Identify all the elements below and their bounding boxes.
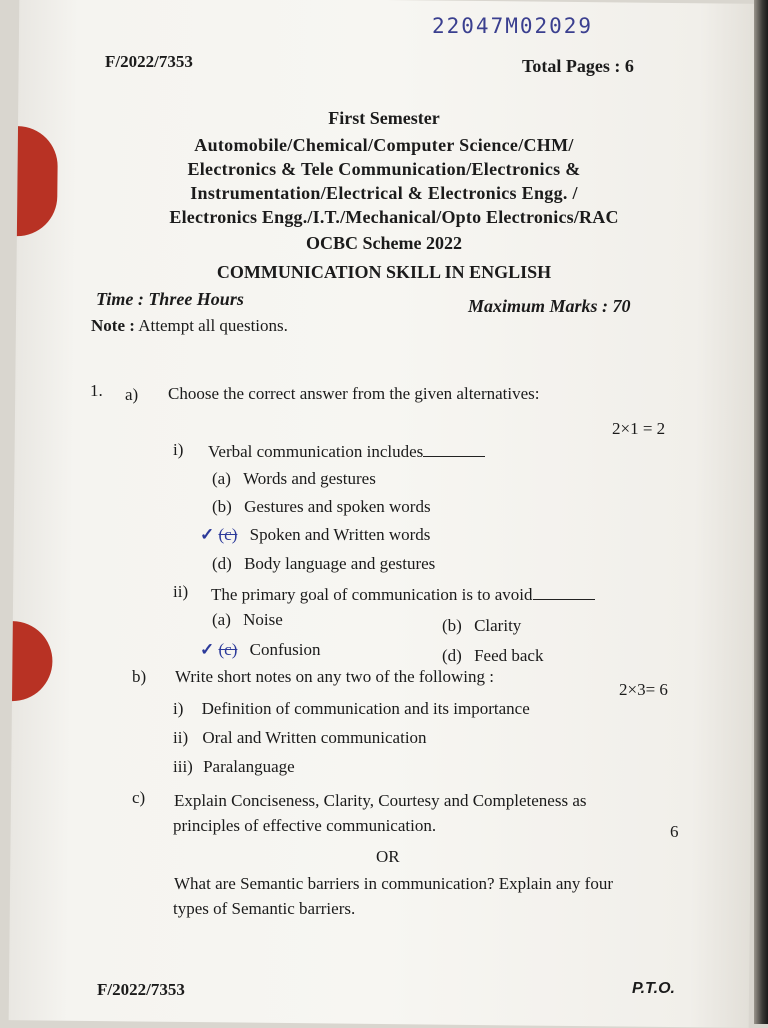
page-turn-over: P.T.O. <box>632 980 675 997</box>
paper-code-top: F/2022/7353 <box>105 52 193 71</box>
option-label: (b) <box>212 497 232 516</box>
part-c-marks: 6 <box>670 822 679 841</box>
subq-ii-text: The primary goal of communication is to avoid <box>211 585 533 604</box>
exam-time: Time : Three Hours <box>96 289 244 309</box>
or-separator: OR <box>376 847 400 866</box>
note-label: Note : <box>91 316 135 335</box>
option-ii-d <box>442 646 543 666</box>
part-b-text: Write short notes on any two of the following : <box>175 667 494 686</box>
branches-line-2: Electronics & Tele Communication/Electronics & <box>187 159 581 179</box>
scheme-title: OCBC Scheme 2022 <box>306 233 462 253</box>
handwritten-roll-number: 22047M02029 <box>432 14 594 38</box>
option-ii-c <box>200 640 320 660</box>
subq-ii-label: ii) <box>173 582 189 601</box>
option-label: (c) <box>218 640 238 659</box>
option-text: Feed back <box>474 646 544 665</box>
option-text: Words and gestures <box>243 469 376 488</box>
maximum-marks: Maximum Marks : 70 <box>468 296 631 316</box>
subq-i-label: i) <box>173 440 184 459</box>
question-number: 1. <box>90 381 103 400</box>
b-item-text: Definition of communication and its importance <box>201 699 530 718</box>
part-a-marks: 2×1 = 2 <box>612 419 666 438</box>
b-item-label: ii) <box>173 728 189 747</box>
part-a-text: Choose the correct answer from the given alternatives: <box>168 384 540 403</box>
option-ii-a <box>212 610 283 630</box>
total-pages: Total Pages : 6 <box>522 56 634 76</box>
part-b-label: b) <box>132 667 147 686</box>
b-item-text: Paralanguage <box>203 757 295 776</box>
b-item-label: iii) <box>173 757 193 776</box>
b-item-label: i) <box>173 699 184 718</box>
part-a-label: a) <box>125 385 139 404</box>
part-c-line-2: principles of effective communication. <box>173 816 437 835</box>
option-i-c <box>200 525 430 545</box>
part-c-line-1: Explain Conciseness, Clarity, Courtesy and Completeness as <box>174 791 587 810</box>
option-i-a <box>212 469 376 489</box>
binder-clip-bottom <box>12 621 53 701</box>
branches-line-3: Instrumentation/Electrical & Electronics Engg. / <box>190 183 578 203</box>
option-ii-b <box>442 616 521 636</box>
b-item-ii <box>173 728 427 748</box>
option-text: Noise <box>243 610 283 629</box>
branches-line-4: Electronics Engg./I.T./Mechanical/Opto Electronics/RAC <box>169 207 619 227</box>
option-label: (d) <box>442 646 462 665</box>
pen-tick-mark-icon: ✓ <box>200 640 215 659</box>
note-text: Attempt all questions. <box>138 316 288 335</box>
option-text: Gestures and spoken words <box>244 497 431 516</box>
part-c-label: c) <box>132 788 146 807</box>
pen-tick-mark-icon: ✓ <box>200 525 215 544</box>
alt-question-line-2: types of Semantic barriers. <box>173 899 356 918</box>
option-label: (a) <box>212 469 231 488</box>
branches-line-1: Automobile/Chemical/Computer Science/CHM/ <box>194 135 574 155</box>
option-text: Clarity <box>474 616 522 635</box>
option-text: Spoken and Written words <box>249 525 431 544</box>
b-item-i <box>173 699 530 719</box>
b-item-iii <box>173 757 295 777</box>
part-b-marks: 2×3= 6 <box>619 680 668 699</box>
answer-blank <box>533 585 595 600</box>
b-item-text: Oral and Written communication <box>202 728 427 747</box>
answer-blank <box>423 442 485 457</box>
subject-title: COMMUNICATION SKILL IN ENGLISH <box>216 262 552 282</box>
option-i-b <box>212 497 431 517</box>
option-text: Body language and gestures <box>244 554 436 573</box>
alt-question-line-1: What are Semantic barriers in communication? Explain any four <box>174 874 614 893</box>
subq-i-text: Verbal communication includes <box>208 442 424 461</box>
option-i-d <box>212 554 435 574</box>
option-label: (d) <box>212 554 232 573</box>
option-label: (c) <box>218 525 238 544</box>
option-text: Confusion <box>249 640 321 659</box>
option-label: (a) <box>212 610 231 629</box>
semester-title: First Semester <box>328 108 440 128</box>
paper-code-footer: F/2022/7353 <box>97 980 185 999</box>
option-label: (b) <box>442 616 462 635</box>
